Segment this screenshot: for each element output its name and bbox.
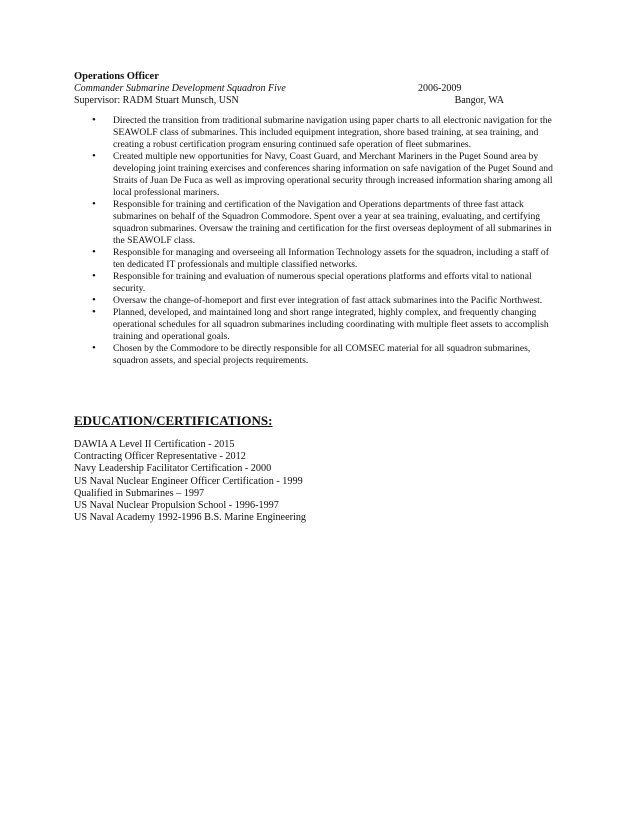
- duty-item: • Responsible for managing and overseeing all Information Technology assets for the squadron, including a staff of ten dedicated IT professionals and multiple classified networks.: [92, 246, 549, 270]
- bullet-icon: •: [92, 342, 96, 354]
- duty-item: • Responsible for training and evaluation of numerous special operations platforms and efforts vital to national security.: [92, 270, 532, 294]
- job-location: Bangor, WA: [454, 95, 504, 106]
- bullet-icon: •: [92, 114, 96, 126]
- duty-item: • Planned, developed, and maintained long and short range integrated, highly complex, and frequently changing operational schedules for all squadron submarines including coordinating with multiple fleet assets to accomplish training and operational goals.: [92, 306, 549, 342]
- bullet-icon: •: [92, 150, 96, 162]
- duty-item: • Responsible for training and certification of the Navigation and Operations departments of three fast attack submarines on behalf of the Squadron Commodore. Spent over a year at sea training, evaluating, and certifying squadron submarines. Oversaw the training and certification for the first overseas deployment of all submarines in the SEAWOLF class.: [92, 198, 552, 246]
- duty-item: • Directed the transition from traditional submarine navigation using paper charts to all electronic navigation for the SEAWOLF class of submarines. This included equipment integration, shore based training, at sea training, and creating a robust certification program ensuring continued safe operation of fleet submarines.: [92, 114, 552, 150]
- bullet-icon: •: [92, 270, 96, 282]
- job-organization: Commander Submarine Development Squadron Five: [74, 83, 286, 94]
- job-supervisor-row: [74, 95, 574, 107]
- job-org-row: [74, 83, 574, 95]
- bullet-icon: •: [92, 306, 96, 318]
- duty-item: • Created multiple new opportunities for Navy, Coast Guard, and Merchant Mariners in the Puget Sound area by developing joint training exercises and conferences sharing information on safe navigation of the Puget Sound and Straits of Juan De Fuca as well as improving operational security through increased information sharing among all local professional mariners.: [92, 150, 553, 198]
- bullet-icon: •: [92, 198, 96, 210]
- job-supervisor: Supervisor: RADM Stuart Munsch, USN: [74, 95, 239, 106]
- duty-item: • Oversaw the change-of-homeport and first ever integration of fast attack submarines into the Pacific Northwest.: [92, 294, 543, 306]
- cert-item: US Naval Nuclear Engineer Officer Certification - 1999: [74, 475, 303, 487]
- job-dates: 2006-2009: [418, 83, 462, 94]
- cert-item: DAWIA A Level II Certification - 2015: [74, 439, 235, 450]
- bullet-icon: •: [92, 246, 96, 258]
- cert-item: Qualified in Submarines – 1997: [74, 487, 205, 499]
- bullet-icon: •: [92, 294, 96, 306]
- cert-item: US Naval Nuclear Propulsion School - 1996-1997: [74, 500, 279, 512]
- education-heading: EDUCATION/CERTIFICATIONS:: [74, 413, 273, 428]
- cert-item: Contracting Officer Representative - 2012: [74, 451, 246, 463]
- job-section: [74, 71, 574, 367]
- duties-list: [74, 115, 574, 367]
- education-section: [74, 413, 574, 524]
- job-title: Operations Officer: [74, 71, 159, 82]
- cert-item: Navy Leadership Facilitator Certification - 2000: [74, 463, 272, 475]
- duty-item: • Chosen by the Commodore to be directly responsible for all COMSEC material for all squadron submarines, squadron assets, and special projects requirements.: [92, 342, 531, 366]
- cert-item: US Naval Academy 1992-1996 B.S. Marine Engineering: [74, 512, 307, 524]
